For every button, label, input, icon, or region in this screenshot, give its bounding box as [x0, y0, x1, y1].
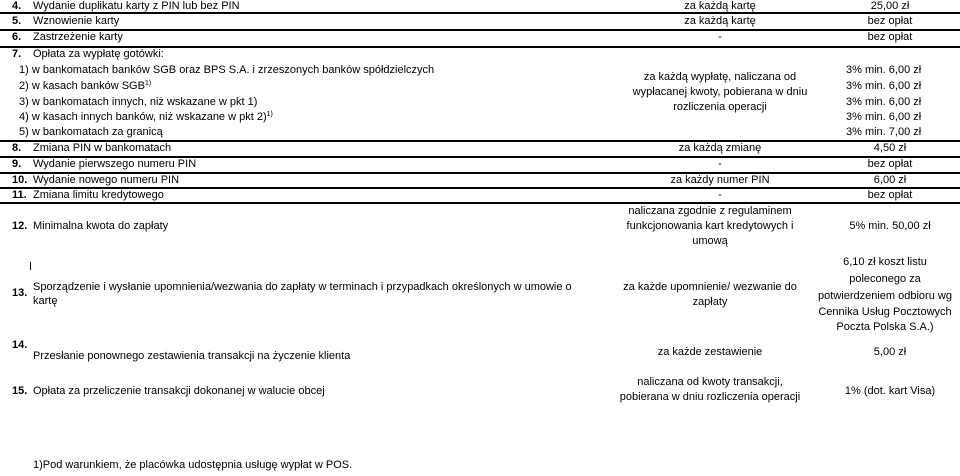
row-10-fee: 6,00 zł [873, 174, 907, 186]
row-15-title: Opłata za przeliczenie transakcji dokonanej w walucie obcej [33, 385, 325, 397]
row-15-number: 15. [12, 385, 28, 397]
row-6-fee: bez opłat [867, 31, 913, 43]
row-8-basis: za każdą zmianę [678, 142, 762, 154]
row-13-title-line-1: Sporządzenie i wysłanie upomnienia/wezwania do zapłaty w terminach i przypadkach określonych w umowie o [33, 281, 572, 293]
row-8-title: Zmiana PIN w bankomatach [33, 142, 172, 154]
row-10-title: Wydanie nowego numeru PIN [33, 174, 180, 186]
row-11-number: 11. [12, 189, 27, 201]
row-4-basis: za każdą kartę [684, 0, 756, 12]
row-14-basis: za każde zestawienie [657, 346, 763, 358]
row-11-title: Zmiana limitu kredytowego [33, 189, 164, 201]
row-7-sub-2-fee: 3% min. 6,00 zł [846, 80, 922, 92]
row-4-fee: 25,00 zł [870, 0, 910, 12]
row-13-fee-line-4: Cennika Usług Pocztowych [818, 306, 952, 318]
row-7-basis-line-2: wypłacanej kwoty, pobierana w dniu [632, 86, 808, 98]
row-5-fee: bez opłat [867, 15, 913, 27]
row-8-fee: 4,50 zł [873, 142, 907, 154]
row-14-number: 14. [12, 339, 28, 351]
row-8-number: 8. [12, 142, 22, 154]
row-7-sub-3-label: 3) w bankomatach innych, niż wskazane w pkt 1) [19, 96, 258, 108]
row-5-basis: za każdą kartę [684, 15, 756, 27]
row-7-sub-5-fee: 3% min. 7,00 zł [846, 126, 922, 138]
row-7-sub-1-label: 1) w bankomatach banków SGB oraz BPS S.A. i zrzeszonych banków spółdzielczych [19, 64, 435, 76]
row-6-number: 6. [12, 31, 22, 43]
row-14-title: Przesłanie ponownego zestawienia transakcji na życzenie klienta [33, 350, 351, 362]
row-11-fee: bez opłat [867, 189, 913, 201]
row-9-number: 9. [12, 158, 22, 170]
row-13-title-line-2: kartę [33, 295, 58, 307]
row-4-number: 4. [12, 0, 22, 12]
row-6-basis: - [718, 31, 722, 43]
row-12-basis-line-3: umową [692, 235, 728, 247]
row-7-sub-2-label: 2) w kasach banków SGB$^{1)}$ [19, 80, 152, 92]
row-7-sub-5-label: 5) w bankomatach za granicą [19, 126, 163, 138]
row-12-title: Minimalna kwota do zapłaty [33, 220, 169, 232]
row-7-sub-1-fee: 3% min. 6,00 zł [846, 64, 922, 76]
row-7-title: Opłata za wypłatę gotówki: [33, 48, 164, 60]
row-14-fee: 5,00 zł [873, 346, 907, 358]
row-13-basis-line-2: zapłaty [692, 296, 728, 308]
row-12-number: 12. [12, 220, 28, 232]
row-11-basis: - [718, 189, 722, 201]
row-7-basis-line-1: za każdą wypłatę, naliczana od [643, 71, 797, 83]
row-15-basis-line-1: naliczana od kwoty transakcji, [637, 376, 783, 388]
row-7-number: 7. [12, 48, 22, 60]
row-10-number: 10. [12, 174, 28, 186]
row-7-sub-3-fee: 3% min. 6,00 zł [846, 96, 922, 108]
row-9-basis: - [718, 158, 722, 170]
row-number-divider [30, 262, 31, 270]
row-7-sub-4-label: 4) w kasach innych banków, niż wskazane w pkt 2)$^{1)}$ [19, 111, 273, 123]
row-9-fee: bez opłat [867, 158, 913, 170]
footnote: 1)Pod warunkiem, że placówka udostępnia usługę wypłat w POS. [33, 459, 353, 471]
row-5-number: 5. [12, 15, 22, 27]
row-13-number: 13. [12, 287, 28, 299]
row-9-title: Wydanie pierwszego numeru PIN [33, 158, 197, 170]
row-6-title: Zastrzeżenie karty [33, 31, 123, 43]
row-13-fee-line-3: potwierdzeniem odbioru wg [818, 290, 952, 302]
row-13-basis-line-1: za każde upomnienie/ wezwanie do [623, 281, 797, 293]
row-15-fee: 1% (dot. kart Visa) [844, 385, 936, 397]
row-7-basis-line-3: rozliczenia operacji [673, 101, 767, 113]
row-10-basis: za każdy numer PIN [670, 174, 770, 186]
row-12-fee: 5% min. 50,00 zł [849, 220, 931, 232]
row-13-fee-line-2: poleconego za [849, 273, 921, 285]
row-15-basis-line-2: pobierana w dniu rozliczenia operacji [619, 391, 801, 403]
row-4-title: Wydanie duplikatu karty z PIN lub bez PIN [33, 0, 240, 12]
row-13-fee-line-5: Poczta Polska S.A.) [836, 321, 934, 333]
row-7-sub-4-fee: 3% min. 6,00 zł [846, 111, 922, 123]
row-5-title: Wznowienie karty [33, 15, 120, 27]
row-divider [0, 202, 960, 204]
row-13-fee-line-1: 6,10 zł koszt listu [843, 256, 927, 268]
row-12-basis-line-2: funkcjonowania kart kredytowych i [626, 220, 794, 232]
row-12-basis-line-1: naliczana zgodnie z regulaminem [628, 205, 792, 217]
